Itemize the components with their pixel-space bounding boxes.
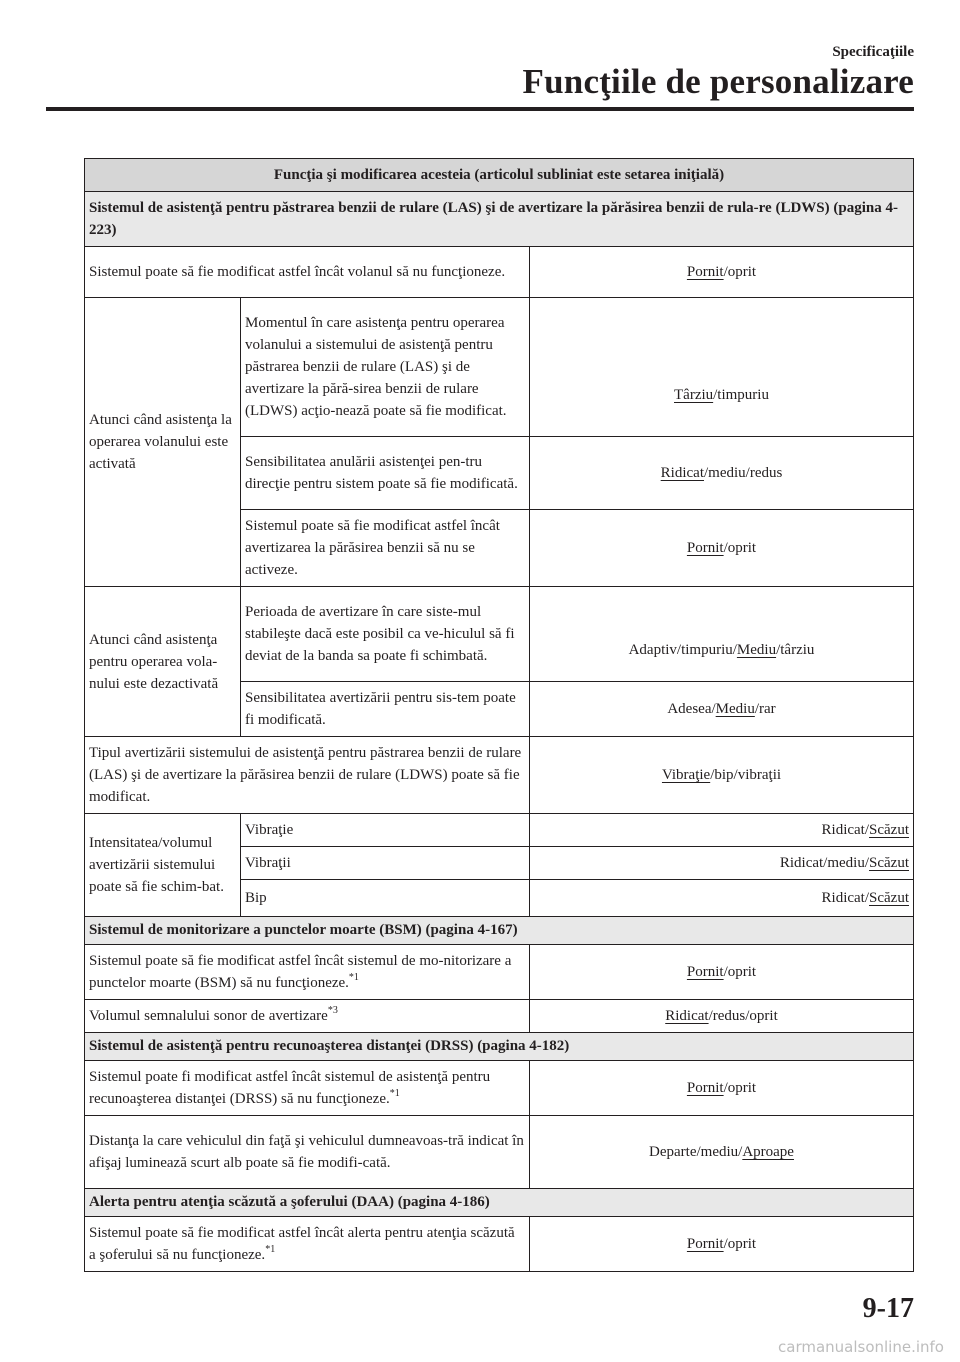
- default-setting: Ridicat: [665, 1008, 709, 1024]
- default-setting: Mediu: [715, 701, 755, 717]
- row-label: Sistemul poate să fie modificat astfel încât sistemul de mo-nitorizare a punctelor moarte (BSM) să nu funcţioneze.$^{*1}$: [85, 945, 530, 1000]
- default-setting: Scăzut: [869, 855, 909, 871]
- row-label: Vibraţii: [241, 847, 530, 880]
- row-value: Adesea/Mediu/rar: [530, 682, 914, 737]
- default-setting: Aproape: [742, 1144, 794, 1160]
- section-ldws: Sistemul de asistenţă pentru păstrarea benzii de rulare (LAS) şi de avertizare la părăsirea benzii de rula-re (LDWS) (pagina 4-223): [85, 192, 914, 247]
- row-value: Departe/mediu/Aproape: [530, 1116, 914, 1189]
- row-value: Pornit/oprit: [530, 510, 914, 587]
- table-row: [85, 945, 914, 1000]
- row-value: Târziu/timpuriu: [530, 298, 914, 437]
- default-setting: Târziu: [674, 386, 714, 403]
- row-label: Vibraţie: [241, 814, 530, 847]
- row-label: Sistemul poate să fie modificat astfel încât volanul să nu funcţioneze.: [85, 247, 530, 298]
- table-header: Funcţia şi modificarea acesteia (articolul subliniat este setarea iniţială): [85, 159, 914, 192]
- default-setting: Ridicat: [660, 465, 704, 481]
- row-value: Vibraţie/bip/vibraţii: [530, 737, 914, 814]
- table-row: [85, 1000, 914, 1033]
- row-value: Ridicat/mediu/Scăzut: [530, 847, 914, 880]
- row-value: Pornit/oprit: [530, 247, 914, 298]
- table-row: [85, 1217, 914, 1272]
- default-setting: Pornit: [686, 1080, 724, 1096]
- row-label: Momentul în care asistenţa pentru operarea volanului a sistemului de asistenţă pentru păstrarea benzii de rulare (LAS) şi de avertizare la pără-sirea benzii de rulare (LDWS) acţio-nează poate să fie modificat.: [241, 298, 530, 437]
- table-row: [85, 814, 914, 847]
- row-value: Pornit/oprit: [530, 1217, 914, 1272]
- default-setting: Pornit: [686, 264, 724, 280]
- watermark: carmanualsonline.info: [778, 1338, 944, 1356]
- row-label: Sistemul poate fi modificat astfel încât sistemul de asistenţă pentru recunoaşterea distanţei (DRSS) să nu funcţioneze.$^{*1}$: [85, 1061, 530, 1116]
- table-row: [85, 298, 914, 437]
- row-value: Adaptiv/timpuriu/Mediu/târziu: [530, 587, 914, 682]
- section-drss: Sistemul de asistenţă pentru recunoaşterea distanţei (DRSS) (pagina 4-182): [85, 1033, 914, 1061]
- row-label: Sistemul poate să fie modificat astfel încât alerta pentru atenţia scăzută a şoferului să nu funcţioneze.$^{*1}$: [85, 1217, 530, 1272]
- row-value: Pornit/oprit: [530, 1061, 914, 1116]
- row-label: Volumul semnalului sonor de avertizare$^{*3}$: [85, 1000, 530, 1033]
- section-bsm: Sistemul de monitorizare a punctelor moarte (BSM) (pagina 4-167): [85, 917, 914, 945]
- page-number: 9-17: [862, 1293, 914, 1324]
- section-daa: Alerta pentru atenţia scăzută a şoferului (DAA) (pagina 4-186): [85, 1189, 914, 1217]
- table-row: [85, 587, 914, 682]
- row-label: Sensibilitatea anulării asistenţei pen-tru direcţie pentru sistem poate să fie modificată.: [241, 437, 530, 510]
- page-title: Funcţiile de personalizare: [522, 62, 914, 101]
- row-value: Ridicat/Scăzut: [530, 814, 914, 847]
- row-value: Ridicat/Scăzut: [530, 880, 914, 917]
- group-label: Atunci când asistenţa pentru operarea vola-nului este dezactivată: [85, 587, 241, 737]
- section-label: Specificaţiile: [832, 44, 914, 60]
- row-value: Ridicat/mediu/redus: [530, 437, 914, 510]
- table-row: [85, 1116, 914, 1189]
- row-value: Pornit/oprit: [530, 945, 914, 1000]
- table-row: [85, 1061, 914, 1116]
- group-label: Intensitatea/volumul avertizării sistemului poate să fie schim-bat.: [85, 814, 241, 917]
- default-setting: Pornit: [686, 964, 724, 980]
- row-label: Perioada de avertizare în care siste-mul stabileşte dacă este posibil ca ve-hiculul să fi deviat de la banda sa poate fi schimbată.: [241, 587, 530, 682]
- table-row: [85, 737, 914, 814]
- header-rule: [46, 107, 914, 111]
- default-setting: Pornit: [686, 540, 724, 556]
- default-setting: Vibraţie: [661, 767, 711, 783]
- default-setting: Scăzut: [869, 822, 909, 838]
- row-label: Sistemul poate să fie modificat astfel încât avertizarea la părăsirea benzii să nu se activeze.: [241, 510, 530, 587]
- row-label: Distanţa la care vehiculul din faţă şi vehiculul dumneavoas-tră indicat în afişaj luminează scurt alb poate să fie modifi-cată.: [85, 1116, 530, 1189]
- row-label: Tipul avertizării sistemului de asistenţă pentru păstrarea benzii de rulare (LAS) şi de avertizare la părăsirea benzii de rulare (LDWS) poate să fie modificat.: [85, 737, 530, 814]
- default-setting: Mediu: [736, 641, 777, 658]
- row-label: Bip: [241, 880, 530, 917]
- row-value: Ridicat/redus/oprit: [530, 1000, 914, 1033]
- customization-table: [84, 158, 914, 1272]
- table-row: [85, 247, 914, 298]
- row-label: Sensibilitatea avertizării pentru sis-tem poate fi modificată.: [241, 682, 530, 737]
- default-setting: Scăzut: [869, 890, 909, 906]
- group-label: Atunci când asistenţa la operarea volanului este activată: [85, 298, 241, 587]
- default-setting: Pornit: [686, 1236, 724, 1252]
